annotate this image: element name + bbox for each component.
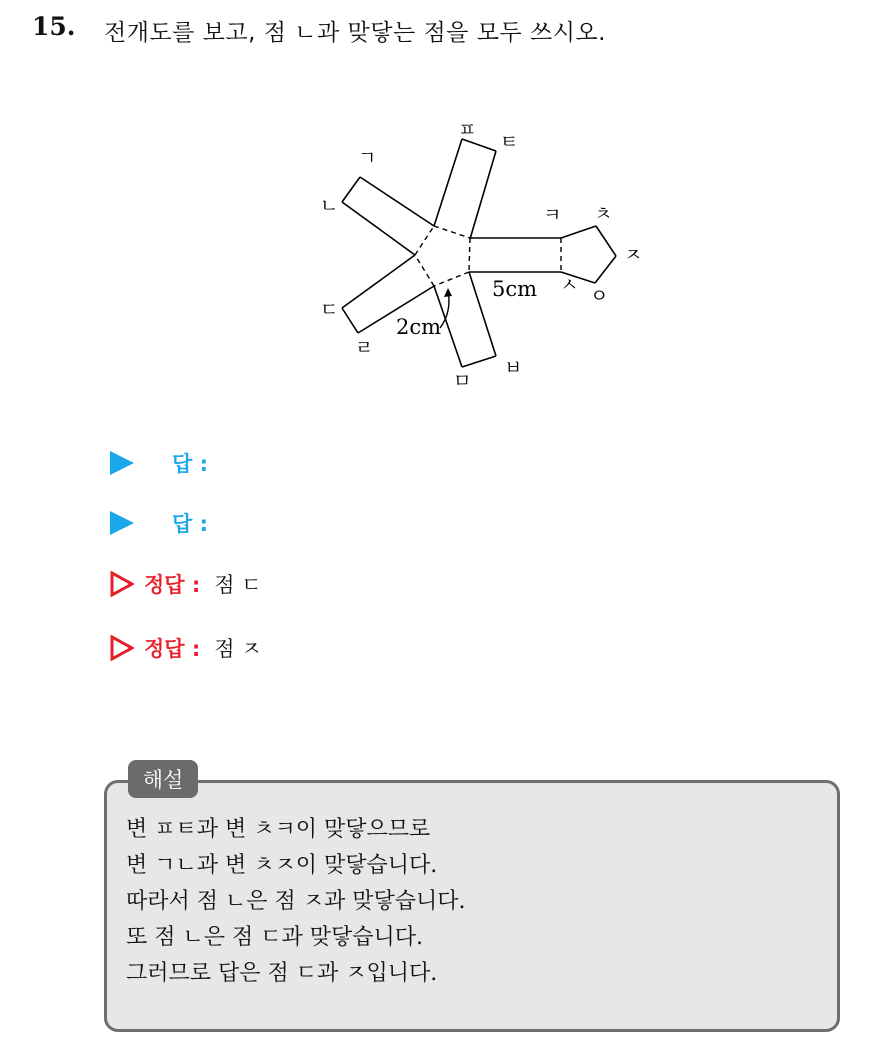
outline-triangle-icon: [110, 635, 134, 661]
dimension-5cm: 5cm: [492, 277, 538, 301]
label-siot: ㅅ: [560, 274, 579, 296]
label-mieum: ㅁ: [453, 370, 472, 392]
answer-label: 답 :: [172, 452, 208, 476]
question-text: 전개도를 보고, 점 ㄴ과 맞닿는 점을 모두 쓰시오.: [104, 20, 606, 46]
explanation-line: 변 ㅍㅌ과 변 ㅊㅋ이 맞닿으므로: [126, 817, 431, 842]
answer-row-2: [110, 506, 222, 540]
outline-triangle-icon: [110, 571, 134, 597]
label-giyeok: ㄱ: [358, 147, 377, 169]
play-triangle-icon: [110, 451, 134, 475]
explanation-line: 또 점 ㄴ은 점 ㄷ과 맞닿습니다.: [126, 925, 423, 950]
dim-arrowhead: [444, 288, 452, 297]
explanation-line: 따라서 점 ㄴ은 점 ㅈ과 맞닿습니다.: [126, 889, 466, 914]
correct-answer-label: 정답 :: [144, 573, 201, 597]
point-labels: [320, 119, 642, 392]
correct-answer-label: 정답 :: [144, 637, 201, 661]
explanation-title: 해설: [128, 760, 198, 798]
fold-lines: [415, 226, 561, 286]
net-diagram: [0, 0, 884, 420]
correct-answer-row-1: [110, 567, 262, 601]
label-ieung: ㅇ: [590, 285, 609, 307]
correct-answer-value: 점 ㅈ: [214, 637, 262, 661]
label-nieun: ㄴ: [320, 195, 339, 217]
label-bieup: ㅂ: [504, 357, 523, 379]
explanation-line: 변 ㄱㄴ과 변 ㅊㅈ이 맞닿습니다.: [126, 853, 438, 878]
explanation-line: 그러므로 답은 점 ㄷ과 ㅈ입니다.: [126, 961, 438, 986]
label-rieul: ㄹ: [355, 337, 374, 359]
label-pieup: ㅍ: [458, 119, 477, 141]
correct-answer-value: 점 ㄷ: [214, 573, 262, 597]
label-kieuk: ㅋ: [543, 204, 562, 226]
label-tieut: ㅌ: [500, 131, 519, 153]
question-number: 15.: [32, 12, 76, 41]
label-jieut: ㅈ: [624, 244, 643, 266]
dimension-2cm: 2cm: [396, 315, 442, 339]
label-digeut: ㄷ: [320, 299, 339, 321]
play-triangle-icon: [110, 511, 134, 535]
explanation-text: [126, 812, 466, 992]
answer-row-1: [110, 446, 222, 480]
label-chieut: ㅊ: [594, 203, 613, 225]
correct-answer-row-2: [110, 631, 262, 665]
answer-label: 답 :: [172, 512, 208, 536]
net-outline: [342, 139, 616, 367]
